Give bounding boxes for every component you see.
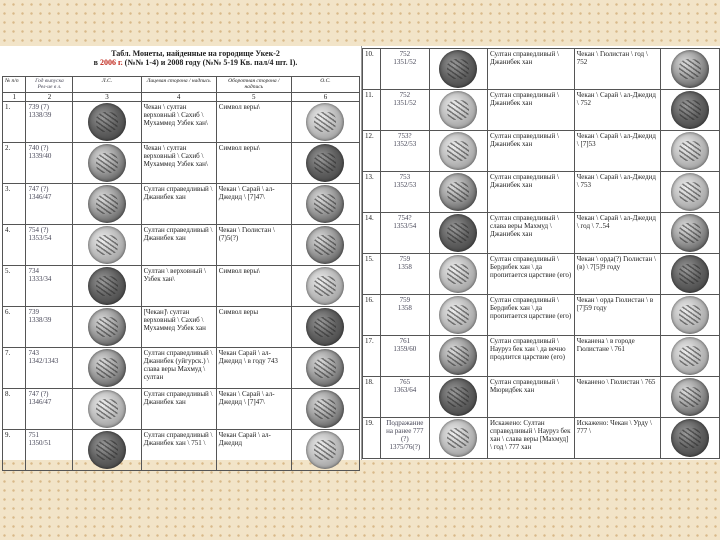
- reverse-inscription: Искажено: Чекан \ Урду \ 777 \: [574, 418, 661, 459]
- table-row: [363, 213, 720, 254]
- obverse-photo: [429, 336, 487, 377]
- col-num-4: 4: [141, 92, 216, 101]
- coin-image: [439, 378, 477, 416]
- row-number: 11.: [363, 90, 381, 131]
- table-row: [363, 254, 720, 295]
- coin-image: [306, 308, 344, 346]
- reverse-inscription: Чекан \ Сарай \ ал-Джедид \ [7]47\: [216, 183, 291, 224]
- row-date: 753? 1352/53: [381, 131, 429, 172]
- title-line-2-post: (№№ 1-4) и 2008 году (№№ 5-19 Кв. пал/4 шт. I).: [122, 58, 298, 68]
- row-date: 743 1342/1343: [26, 347, 73, 388]
- obverse-photo: [429, 49, 487, 90]
- reverse-inscription: Чекан Сарай \ ал-Джедид \ в году 743: [216, 347, 291, 388]
- coin-image: [439, 173, 477, 211]
- header-year: [26, 77, 73, 93]
- obverse-photo: [429, 377, 487, 418]
- left-page: [0, 46, 362, 460]
- row-number: 1.: [3, 101, 26, 142]
- obverse-inscription: Султан справедливый \ Джанибек хан: [488, 172, 575, 213]
- obverse-photo: [429, 213, 487, 254]
- row-number: 9.: [3, 429, 26, 470]
- obverse-photo: [429, 254, 487, 295]
- header-row: [3, 77, 360, 93]
- col-num-5: 5: [216, 92, 291, 101]
- reverse-photo: [291, 347, 359, 388]
- coin-image: [439, 132, 477, 170]
- reverse-inscription: Чекан \ орда(?) Гюлистан \ (в) \ 7[5]9 году: [574, 254, 661, 295]
- obverse-photo: [73, 224, 141, 265]
- coin-image: [88, 226, 126, 264]
- obverse-inscription: Султан справедливый \ Бердибек хан \ да пропитается царствие (его): [488, 295, 575, 336]
- obverse-inscription: Султан справедливый \ Джанибек хан: [488, 49, 575, 90]
- row-date: 754 (?) 1353/54: [26, 224, 73, 265]
- document-sheet: [0, 46, 720, 460]
- row-date: 759 1358: [381, 295, 429, 336]
- row-number: 3.: [3, 183, 26, 224]
- coin-image: [671, 337, 709, 375]
- table-row: [3, 347, 360, 388]
- title-line-2: [90, 58, 301, 67]
- obverse-photo: [429, 295, 487, 336]
- reverse-inscription: Символ веры\: [216, 142, 291, 183]
- row-number: 2.: [3, 142, 26, 183]
- coin-image: [671, 173, 709, 211]
- row-number: 14.: [363, 213, 381, 254]
- obverse-inscription: Султан справедливый \ слава веры Махмуд \ Джанибек хан: [488, 213, 575, 254]
- header-year-sub: Рел-ие в л.: [37, 84, 62, 91]
- coin-image: [439, 255, 477, 293]
- coin-image: [88, 349, 126, 387]
- row-number: 7.: [3, 347, 26, 388]
- obverse-inscription: Султан \ верховный \ Узбек хан\: [141, 265, 216, 306]
- table-row: [3, 306, 360, 347]
- reverse-photo: [661, 49, 720, 90]
- title-line-1: Табл. Монеты, найденные на городище Укек-2: [111, 49, 280, 58]
- row-date: 761 1359/60: [381, 336, 429, 377]
- table-row: [363, 336, 720, 377]
- row-date: 739 1338/39: [26, 306, 73, 347]
- col-num-3: 3: [73, 92, 141, 101]
- row-date: 751 1350/51: [26, 429, 73, 470]
- row-date: 752 1351/52: [381, 90, 429, 131]
- row-date: Подражание на ранее 777 (?) 1375/76(?): [381, 418, 429, 459]
- reverse-inscription: Чекан \ Гюлистан \ (7)5(?): [216, 224, 291, 265]
- coin-image: [88, 144, 126, 182]
- row-date: 759 1358: [381, 254, 429, 295]
- row-number: 8.: [3, 388, 26, 429]
- table-row: [363, 172, 720, 213]
- row-number: 18.: [363, 377, 381, 418]
- coin-image: [88, 308, 126, 346]
- row-number: 19.: [363, 418, 381, 459]
- coin-image: [88, 185, 126, 223]
- coin-image: [671, 214, 709, 252]
- table-row: [363, 295, 720, 336]
- reverse-photo: [661, 213, 720, 254]
- header-reverse-text: Оборотная сторона / надпись: [216, 77, 291, 93]
- reverse-photo: [661, 172, 720, 213]
- obverse-photo: [73, 429, 141, 470]
- obverse-inscription: [Чекан]\ султан верховный \ Сахиб \ Мухаммед Узбек хан: [141, 306, 216, 347]
- obverse-inscription: Султан справедливый \ Джанибек хан: [141, 388, 216, 429]
- row-number: 15.: [363, 254, 381, 295]
- coin-table-left: [2, 76, 360, 471]
- row-date: 753 1352/53: [381, 172, 429, 213]
- reverse-inscription: Чекан \ Сарай \ ал-Джедид \ 753: [574, 172, 661, 213]
- table-row: [3, 101, 360, 142]
- obverse-photo: [73, 142, 141, 183]
- obverse-inscription: Султан справедливый \ Джанибек (уйгурск.) \ слава веры Махмуд \ султан: [141, 347, 216, 388]
- obverse-inscription: Султан справедливый \ Джанибек хан: [488, 131, 575, 172]
- col-num-1: 1: [3, 92, 26, 101]
- obverse-photo: [429, 418, 487, 459]
- row-number: 12.: [363, 131, 381, 172]
- left-table-body: [3, 101, 360, 470]
- coin-image: [306, 349, 344, 387]
- coin-image: [88, 267, 126, 305]
- reverse-photo: [291, 183, 359, 224]
- reverse-photo: [291, 265, 359, 306]
- header-obverse-text: Лицевая сторона / надпись: [141, 77, 216, 93]
- row-date: 765 1363/64: [381, 377, 429, 418]
- obverse-inscription: Султан справедливый \ Джанибек хан \ 751 \: [141, 429, 216, 470]
- reverse-photo: [661, 90, 720, 131]
- table-row: [3, 429, 360, 470]
- reverse-inscription: Чекан \ Сарай \ ал-Джедид \ [7]47\: [216, 388, 291, 429]
- table-row: [3, 142, 360, 183]
- obverse-photo: [73, 183, 141, 224]
- col-num-6: 6: [291, 92, 359, 101]
- row-date: 734 1333/34: [26, 265, 73, 306]
- obverse-photo: [429, 172, 487, 213]
- row-date: 754? 1353/54: [381, 213, 429, 254]
- reverse-inscription: Символ веры\: [216, 265, 291, 306]
- row-date: 747 (?) 1346/47: [26, 388, 73, 429]
- right-page: [362, 46, 720, 460]
- reverse-inscription: Чекан \ Сарай \ ал-Джедид \ 752: [574, 90, 661, 131]
- row-number: 10.: [363, 49, 381, 90]
- reverse-photo: [291, 142, 359, 183]
- coin-image: [88, 103, 126, 141]
- reverse-inscription: Чекан \ Гюлистан \ год \ 752: [574, 49, 661, 90]
- table-row: [363, 90, 720, 131]
- title-year-red: 2006 г.: [99, 58, 123, 68]
- obverse-photo: [73, 265, 141, 306]
- coin-image: [439, 419, 477, 457]
- obverse-inscription: Султан справедливый \ Бердибек хан \ да пропитается царствие (его): [488, 254, 575, 295]
- coin-image: [306, 226, 344, 264]
- row-number: 13.: [363, 172, 381, 213]
- reverse-inscription: Символ веры\: [216, 101, 291, 142]
- row-number: 16.: [363, 295, 381, 336]
- reverse-photo: [291, 388, 359, 429]
- obverse-inscription: Султан справедливый \ Науруз бек хан \ да вечно продлится царствие (его): [488, 336, 575, 377]
- coin-image: [306, 431, 344, 469]
- coin-image: [306, 144, 344, 182]
- reverse-inscription: Символ веры: [216, 306, 291, 347]
- obverse-inscription: Султан справедливый \ Джанибек хан: [141, 183, 216, 224]
- row-number: 5.: [3, 265, 26, 306]
- row-date: 739 (7) 1338/39: [26, 101, 73, 142]
- table-row: [3, 388, 360, 429]
- reverse-inscription: Чекан \ орда Гюлистан \ в [7]59 году: [574, 295, 661, 336]
- coin-image: [306, 185, 344, 223]
- coin-image: [306, 103, 344, 141]
- coin-image: [88, 431, 126, 469]
- table-row: [3, 224, 360, 265]
- coin-image: [306, 390, 344, 428]
- coin-image: [439, 50, 477, 88]
- coin-image: [671, 132, 709, 170]
- reverse-photo: [661, 254, 720, 295]
- coin-image: [439, 337, 477, 375]
- coin-image: [88, 390, 126, 428]
- row-number: 17.: [363, 336, 381, 377]
- obverse-inscription: Султан справедливый \ Джанибек хан: [488, 90, 575, 131]
- obverse-inscription: Султан справедливый \ Джанибек хан: [141, 224, 216, 265]
- coin-image: [671, 296, 709, 334]
- obverse-photo: [73, 347, 141, 388]
- reverse-inscription: Чеканена \ в городе Гюлистане \ 761: [574, 336, 661, 377]
- reverse-photo: [661, 418, 720, 459]
- reverse-photo: [291, 101, 359, 142]
- coin-image: [439, 214, 477, 252]
- row-number: 6.: [3, 306, 26, 347]
- coin-table-right: [362, 48, 720, 459]
- reverse-inscription: Чекан Сарай \ ал-Джедид: [216, 429, 291, 470]
- obverse-inscription: Чекан \ султан верховный \ Сахиб \ Мухаммед Узбек хан\: [141, 142, 216, 183]
- obverse-inscription: Султан справедливый \ Мюридбек хан: [488, 377, 575, 418]
- table-row: [3, 265, 360, 306]
- obverse-inscription: Чекан \ султан верховный \ Сахиб \ Мухаммед Узбек хан\: [141, 101, 216, 142]
- header-year-label: Год выпуска: [35, 78, 64, 84]
- table-row: [363, 418, 720, 459]
- row-number: 4.: [3, 224, 26, 265]
- obverse-photo: [73, 101, 141, 142]
- reverse-photo: [291, 224, 359, 265]
- coin-image: [671, 378, 709, 416]
- coin-image: [671, 419, 709, 457]
- table-row: [363, 377, 720, 418]
- coin-image: [439, 91, 477, 129]
- reverse-photo: [661, 131, 720, 172]
- reverse-photo: [661, 295, 720, 336]
- obverse-photo: [73, 306, 141, 347]
- obverse-photo: [429, 131, 487, 172]
- row-date: 740 (?) 1339/40: [26, 142, 73, 183]
- obverse-photo: [429, 90, 487, 131]
- table-row: [363, 131, 720, 172]
- reverse-photo: [661, 377, 720, 418]
- row-date: 752 1351/52: [381, 49, 429, 90]
- reverse-inscription: Чеканено \ Гюлистан \ 765: [574, 377, 661, 418]
- coin-image: [671, 50, 709, 88]
- header-reverse-img: О.С.: [291, 77, 359, 93]
- title-line-2-pre: в: [93, 58, 100, 68]
- coin-image: [439, 296, 477, 334]
- header-obverse-img: Л.С.: [73, 77, 141, 93]
- right-table-body: [363, 49, 720, 459]
- obverse-photo: [73, 388, 141, 429]
- table-row: [3, 183, 360, 224]
- table-title: [0, 46, 361, 67]
- header-no: № п/п: [3, 77, 26, 93]
- reverse-photo: [661, 336, 720, 377]
- obverse-inscription: Искажено: Султан справедливый \ Науруз бек хан \ слава веры [Махмуд] \ год \ 777 хан: [488, 418, 575, 459]
- reverse-photo: [291, 306, 359, 347]
- coin-image: [671, 255, 709, 293]
- coin-image: [671, 91, 709, 129]
- col-num-2: 2: [26, 92, 73, 101]
- row-date: 747 (?) 1346/47: [26, 183, 73, 224]
- column-number-row: [3, 92, 360, 101]
- reverse-inscription: Чекан \ Сарай \ ал-Джедид \ [7]53: [574, 131, 661, 172]
- coin-image: [306, 267, 344, 305]
- reverse-inscription: Чекан \ Сарай \ ал-Джедид \ год \ 7..54: [574, 213, 661, 254]
- reverse-photo: [291, 429, 359, 470]
- table-row: [363, 49, 720, 90]
